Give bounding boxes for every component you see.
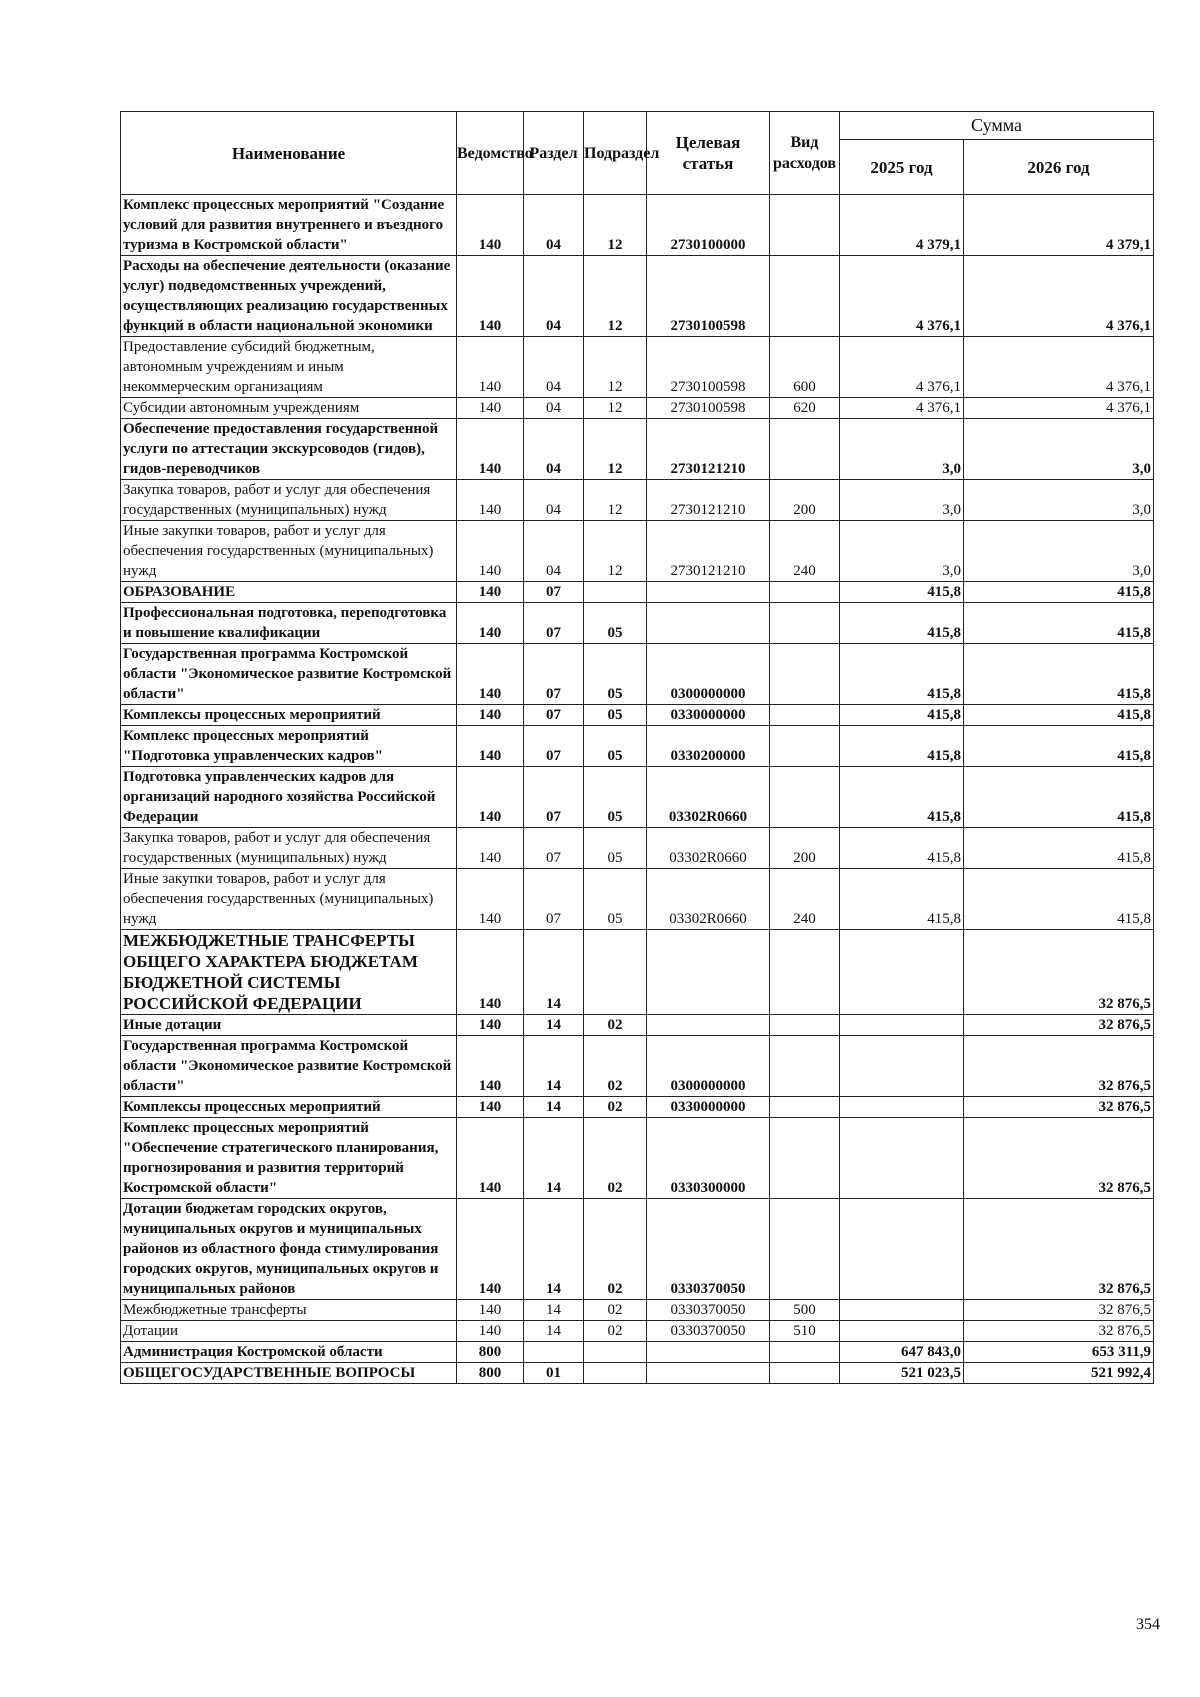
row-razdel: 07: [524, 828, 584, 869]
row-celevaya-statya: 03302R0660: [647, 767, 770, 828]
row-celevaya-statya: 2730121210: [647, 480, 770, 521]
row-vedomstvo: 140: [457, 195, 524, 256]
row-podrazdel: 12: [584, 480, 647, 521]
row-celevaya-statya: [647, 1363, 770, 1384]
row-name: Субсидии автономным учреждениям: [121, 398, 457, 419]
row-sum-2026: 32 876,5: [964, 1321, 1154, 1342]
row-sum-2026: 32 876,5: [964, 1015, 1154, 1036]
row-sum-2026: 415,8: [964, 705, 1154, 726]
row-sum-2025: 4 379,1: [840, 195, 964, 256]
row-name: Комплекс процессных мероприятий "Обеспечение стратегического планирования, прогнозирования и развития территорий Костромской области": [121, 1118, 457, 1199]
header-year-2025: 2025 год: [840, 140, 964, 195]
row-vedomstvo: 140: [457, 521, 524, 582]
row-sum-2025: 647 843,0: [840, 1342, 964, 1363]
table-row: [121, 1321, 1154, 1342]
row-vid-rashodov: [770, 419, 840, 480]
row-razdel: 07: [524, 767, 584, 828]
table-row: [121, 419, 1154, 480]
header-razdel: Раздел: [524, 112, 584, 195]
row-sum-2025: 521 023,5: [840, 1363, 964, 1384]
row-vedomstvo: 140: [457, 726, 524, 767]
table-row: [121, 1097, 1154, 1118]
row-sum-2026: 415,8: [964, 767, 1154, 828]
row-celevaya-statya: 0330200000: [647, 726, 770, 767]
row-razdel: 07: [524, 869, 584, 930]
row-sum-2026: 32 876,5: [964, 1036, 1154, 1097]
row-sum-2025: [840, 1097, 964, 1118]
row-name: Иные закупки товаров, работ и услуг для обеспечения государственных (муниципальных) нужд: [121, 521, 457, 582]
row-vid-rashodov: [770, 767, 840, 828]
row-podrazdel: 05: [584, 705, 647, 726]
row-sum-2026: 521 992,4: [964, 1363, 1154, 1384]
table-row: [121, 1363, 1154, 1384]
header-name: Наименование: [121, 112, 457, 195]
row-name: Межбюджетные трансферты: [121, 1300, 457, 1321]
row-vedomstvo: 800: [457, 1363, 524, 1384]
row-vid-rashodov: [770, 1036, 840, 1097]
row-sum-2025: 415,8: [840, 828, 964, 869]
row-sum-2025: [840, 1300, 964, 1321]
row-sum-2026: 415,8: [964, 869, 1154, 930]
row-vedomstvo: 140: [457, 869, 524, 930]
header-summa: Сумма: [840, 112, 1154, 140]
row-sum-2025: 415,8: [840, 705, 964, 726]
table-row: [121, 1300, 1154, 1321]
row-razdel: 04: [524, 480, 584, 521]
row-sum-2025: [840, 930, 964, 1015]
row-sum-2026: 3,0: [964, 480, 1154, 521]
row-podrazdel: 12: [584, 398, 647, 419]
row-celevaya-statya: 0330000000: [647, 705, 770, 726]
header-year-2026: 2026 год: [964, 140, 1154, 195]
row-sum-2025: [840, 1321, 964, 1342]
row-podrazdel: 02: [584, 1097, 647, 1118]
row-sum-2025: [840, 1036, 964, 1097]
row-razdel: 01: [524, 1363, 584, 1384]
row-podrazdel: [584, 1363, 647, 1384]
row-sum-2026: 4 376,1: [964, 337, 1154, 398]
row-podrazdel: [584, 582, 647, 603]
row-celevaya-statya: 0300000000: [647, 1036, 770, 1097]
header-vid-rashodov: Вид расходов: [770, 112, 840, 195]
row-celevaya-statya: 0330300000: [647, 1118, 770, 1199]
table-row: [121, 256, 1154, 337]
row-podrazdel: 02: [584, 1036, 647, 1097]
row-name: Комплекс процессных мероприятий "Подготовка управленческих кадров": [121, 726, 457, 767]
row-vedomstvo: 140: [457, 1015, 524, 1036]
row-celevaya-statya: 2730100598: [647, 256, 770, 337]
row-razdel: 04: [524, 398, 584, 419]
row-podrazdel: 02: [584, 1321, 647, 1342]
row-podrazdel: 05: [584, 644, 647, 705]
row-sum-2025: 415,8: [840, 869, 964, 930]
row-sum-2025: 415,8: [840, 767, 964, 828]
row-sum-2025: 415,8: [840, 603, 964, 644]
row-name: Дотации: [121, 1321, 457, 1342]
row-razdel: 14: [524, 930, 584, 1015]
row-name: ОБЩЕГОСУДАРСТВЕННЫЕ ВОПРОСЫ: [121, 1363, 457, 1384]
row-celevaya-statya: 0300000000: [647, 644, 770, 705]
row-name: Администрация Костромской области: [121, 1342, 457, 1363]
row-sum-2026: 3,0: [964, 419, 1154, 480]
row-razdel: 14: [524, 1036, 584, 1097]
row-podrazdel: 05: [584, 726, 647, 767]
row-razdel: [524, 1342, 584, 1363]
row-razdel: 04: [524, 256, 584, 337]
row-podrazdel: 05: [584, 603, 647, 644]
row-razdel: 07: [524, 644, 584, 705]
row-sum-2025: 415,8: [840, 582, 964, 603]
row-podrazdel: 05: [584, 767, 647, 828]
row-sum-2026: 3,0: [964, 521, 1154, 582]
row-razdel: 07: [524, 705, 584, 726]
row-vid-rashodov: [770, 726, 840, 767]
row-celevaya-statya: 0330000000: [647, 1097, 770, 1118]
header-celevaya-statya: Целевая статья: [647, 112, 770, 195]
row-podrazdel: 05: [584, 869, 647, 930]
row-vid-rashodov: 240: [770, 521, 840, 582]
row-name: Обеспечение предоставления государственной услуги по аттестации экскурсоводов (гидов), гидов-переводчиков: [121, 419, 457, 480]
row-celevaya-statya: [647, 582, 770, 603]
row-sum-2026: 415,8: [964, 726, 1154, 767]
row-vid-rashodov: 620: [770, 398, 840, 419]
row-razdel: 07: [524, 726, 584, 767]
table-row: [121, 767, 1154, 828]
table-row: [121, 1342, 1154, 1363]
row-vedomstvo: 140: [457, 1036, 524, 1097]
row-podrazdel: 02: [584, 1118, 647, 1199]
table-header: [121, 112, 1154, 195]
row-vedomstvo: 140: [457, 419, 524, 480]
table-row: [121, 1199, 1154, 1300]
row-vedomstvo: 140: [457, 1321, 524, 1342]
row-vedomstvo: 140: [457, 256, 524, 337]
row-podrazdel: 12: [584, 419, 647, 480]
row-vedomstvo: 140: [457, 480, 524, 521]
row-name: Закупка товаров, работ и услуг для обеспечения государственных (муниципальных) нужд: [121, 480, 457, 521]
row-podrazdel: 02: [584, 1300, 647, 1321]
row-celevaya-statya: 2730121210: [647, 419, 770, 480]
row-name: МЕЖБЮДЖЕТНЫЕ ТРАНСФЕРТЫ ОБЩЕГО ХАРАКТЕРА БЮДЖЕТАМ БЮДЖЕТНОЙ СИСТЕМЫ РОССИЙСКОЙ ФЕДЕРАЦИИ: [121, 930, 457, 1015]
row-razdel: 04: [524, 195, 584, 256]
row-celevaya-statya: 0330370050: [647, 1321, 770, 1342]
row-name: Расходы на обеспечение деятельности (оказание услуг) подведомственных учреждений, осуществляющих реализацию государственных функций в области национальной экономики: [121, 256, 457, 337]
page-number: 354: [1136, 1616, 1160, 1633]
row-celevaya-statya: 2730100598: [647, 337, 770, 398]
row-razdel: 14: [524, 1118, 584, 1199]
table-row: [121, 828, 1154, 869]
row-sum-2025: 415,8: [840, 726, 964, 767]
header-podrazdel: Подраздел: [584, 112, 647, 195]
row-vid-rashodov: 240: [770, 869, 840, 930]
row-vid-rashodov: 200: [770, 828, 840, 869]
row-name: Иные закупки товаров, работ и услуг для обеспечения государственных (муниципальных) нужд: [121, 869, 457, 930]
row-sum-2025: 415,8: [840, 644, 964, 705]
row-sum-2026: 4 376,1: [964, 398, 1154, 419]
row-sum-2025: 4 376,1: [840, 398, 964, 419]
row-name: ОБРАЗОВАНИЕ: [121, 582, 457, 603]
row-vedomstvo: 140: [457, 337, 524, 398]
row-sum-2026: 32 876,5: [964, 930, 1154, 1015]
row-sum-2026: 415,8: [964, 582, 1154, 603]
row-vid-rashodov: [770, 1199, 840, 1300]
row-sum-2026: 32 876,5: [964, 1199, 1154, 1300]
row-name: Комплексы процессных мероприятий: [121, 1097, 457, 1118]
row-podrazdel: 12: [584, 195, 647, 256]
row-podrazdel: 12: [584, 256, 647, 337]
row-vid-rashodov: 500: [770, 1300, 840, 1321]
row-vid-rashodov: [770, 1363, 840, 1384]
row-sum-2025: 3,0: [840, 521, 964, 582]
row-celevaya-statya: 0330370050: [647, 1300, 770, 1321]
header-vedomstvo: Ведомство: [457, 112, 524, 195]
row-name: Профессиональная подготовка, переподготовка и повышение квалификации: [121, 603, 457, 644]
row-sum-2026: 4 376,1: [964, 256, 1154, 337]
row-sum-2026: 32 876,5: [964, 1118, 1154, 1199]
row-celevaya-statya: 0330370050: [647, 1199, 770, 1300]
row-name: Комплексы процессных мероприятий: [121, 705, 457, 726]
row-razdel: 04: [524, 419, 584, 480]
row-vid-rashodov: [770, 930, 840, 1015]
table-row: [121, 644, 1154, 705]
table-row: [121, 195, 1154, 256]
table-row: [121, 705, 1154, 726]
table-row: [121, 603, 1154, 644]
table-row: [121, 1118, 1154, 1199]
row-celevaya-statya: [647, 1342, 770, 1363]
row-vedomstvo: 800: [457, 1342, 524, 1363]
row-sum-2025: 3,0: [840, 480, 964, 521]
row-vedomstvo: 140: [457, 582, 524, 603]
row-name: Комплекс процессных мероприятий "Создание условий для развития внутреннего и въездного туризма в Костромской области": [121, 195, 457, 256]
table-row: [121, 521, 1154, 582]
table-row: [121, 1015, 1154, 1036]
table-body: [121, 195, 1154, 1384]
row-razdel: 14: [524, 1015, 584, 1036]
table-row: [121, 726, 1154, 767]
row-sum-2026: 32 876,5: [964, 1097, 1154, 1118]
row-sum-2025: [840, 1118, 964, 1199]
row-celevaya-statya: [647, 603, 770, 644]
row-sum-2026: 415,8: [964, 644, 1154, 705]
table-row: [121, 582, 1154, 603]
row-vedomstvo: 140: [457, 930, 524, 1015]
row-razdel: 04: [524, 521, 584, 582]
row-vedomstvo: 140: [457, 1300, 524, 1321]
row-razdel: 04: [524, 337, 584, 398]
row-podrazdel: [584, 930, 647, 1015]
row-celevaya-statya: [647, 1015, 770, 1036]
row-vedomstvo: 140: [457, 1199, 524, 1300]
row-vid-rashodov: [770, 1097, 840, 1118]
row-sum-2026: 4 379,1: [964, 195, 1154, 256]
row-razdel: 14: [524, 1097, 584, 1118]
row-celevaya-statya: 2730100000: [647, 195, 770, 256]
row-vid-rashodov: 510: [770, 1321, 840, 1342]
row-celevaya-statya: 03302R0660: [647, 828, 770, 869]
row-sum-2025: 3,0: [840, 419, 964, 480]
row-vid-rashodov: [770, 1342, 840, 1363]
row-name: Государственная программа Костромской области "Экономическое развитие Костромской области": [121, 1036, 457, 1097]
row-name: Подготовка управленческих кадров для организаций народного хозяйства Российской Федерации: [121, 767, 457, 828]
row-razdel: 14: [524, 1321, 584, 1342]
row-sum-2026: 415,8: [964, 603, 1154, 644]
row-name: Иные дотации: [121, 1015, 457, 1036]
row-name: Дотации бюджетам городских округов, муниципальных округов и муниципальных районов из областного фонда стимулирования городских округов, муниципальных округов и муниципальных районов: [121, 1199, 457, 1300]
row-vedomstvo: 140: [457, 828, 524, 869]
row-podrazdel: [584, 1342, 647, 1363]
row-vid-rashodov: [770, 1118, 840, 1199]
row-razdel: 14: [524, 1199, 584, 1300]
table-row: [121, 398, 1154, 419]
row-vedomstvo: 140: [457, 767, 524, 828]
row-podrazdel: 02: [584, 1199, 647, 1300]
table-row: [121, 337, 1154, 398]
row-sum-2026: 653 311,9: [964, 1342, 1154, 1363]
row-podrazdel: 02: [584, 1015, 647, 1036]
row-podrazdel: 05: [584, 828, 647, 869]
row-vid-rashodov: [770, 582, 840, 603]
row-razdel: 14: [524, 1300, 584, 1321]
row-vedomstvo: 140: [457, 398, 524, 419]
row-sum-2025: [840, 1199, 964, 1300]
row-podrazdel: 12: [584, 337, 647, 398]
row-sum-2025: 4 376,1: [840, 337, 964, 398]
row-name: Предоставление субсидий бюджетным, автономным учреждениям и иным некоммерческим организациям: [121, 337, 457, 398]
row-vedomstvo: 140: [457, 603, 524, 644]
row-vid-rashodov: [770, 1015, 840, 1036]
row-celevaya-statya: [647, 930, 770, 1015]
row-celevaya-statya: 03302R0660: [647, 869, 770, 930]
row-sum-2025: 4 376,1: [840, 256, 964, 337]
row-vid-rashodov: [770, 644, 840, 705]
row-vedomstvo: 140: [457, 1118, 524, 1199]
table-row: [121, 1036, 1154, 1097]
row-razdel: 07: [524, 582, 584, 603]
row-name: Государственная программа Костромской области "Экономическое развитие Костромской области": [121, 644, 457, 705]
row-name: Закупка товаров, работ и услуг для обеспечения государственных (муниципальных) нужд: [121, 828, 457, 869]
row-sum-2026: 415,8: [964, 828, 1154, 869]
row-podrazdel: 12: [584, 521, 647, 582]
row-vid-rashodov: [770, 603, 840, 644]
row-sum-2025: [840, 1015, 964, 1036]
row-razdel: 07: [524, 603, 584, 644]
row-vedomstvo: 140: [457, 644, 524, 705]
row-vid-rashodov: 200: [770, 480, 840, 521]
row-vid-rashodov: [770, 195, 840, 256]
row-celevaya-statya: 2730121210: [647, 521, 770, 582]
row-vedomstvo: 140: [457, 705, 524, 726]
row-vedomstvo: 140: [457, 1097, 524, 1118]
row-vid-rashodov: 600: [770, 337, 840, 398]
table-row: [121, 869, 1154, 930]
row-vid-rashodov: [770, 256, 840, 337]
row-sum-2026: 32 876,5: [964, 1300, 1154, 1321]
row-celevaya-statya: 2730100598: [647, 398, 770, 419]
table-row: [121, 480, 1154, 521]
row-vid-rashodov: [770, 705, 840, 726]
table-row: [121, 930, 1154, 1015]
budget-table: [120, 111, 1154, 1384]
